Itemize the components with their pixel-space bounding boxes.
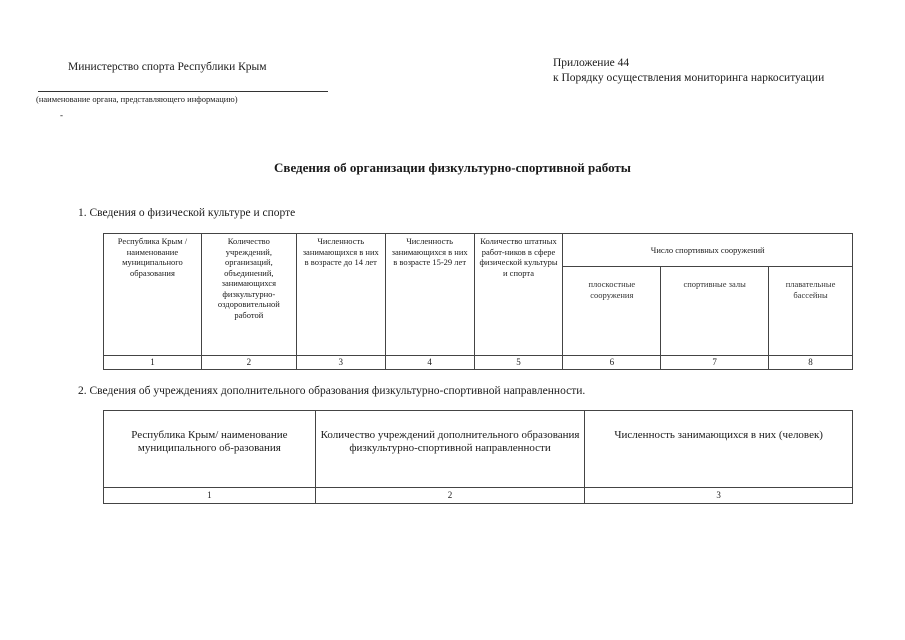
- col-group-header-facilities: Число спортивных сооружений: [563, 234, 853, 267]
- number-row: [104, 488, 853, 504]
- section2-heading: 2. Сведения об учреждениях дополнительного образования физкультурно-спортивной направленности.: [78, 385, 586, 397]
- dash-mark: -: [60, 110, 63, 120]
- col-number: 8: [769, 356, 853, 370]
- appendix-number: Приложение 44: [553, 57, 630, 69]
- col-header-staff-count: Количество штатных работ-ников в сфере физической культуры и спорта: [474, 234, 563, 356]
- organization-underline: [38, 91, 328, 92]
- col-number: 4: [385, 356, 474, 370]
- col-number: 6: [563, 356, 661, 370]
- col-header-15-29: Численность занимающихся в них в возрасте 15-29 лет: [385, 234, 474, 356]
- col-header-participants: Численность занимающихся в них (человек): [585, 411, 853, 488]
- education-table: [103, 410, 853, 504]
- organization-name: Министерство спорта Республики Крым: [68, 61, 267, 73]
- col-number: 1: [104, 488, 316, 504]
- col-header-municipality: Республика Крым/ наименование муниципального об-разования: [104, 411, 316, 488]
- col-number: 2: [201, 356, 296, 370]
- subcol-header-pools: плавательные бассейны: [769, 267, 853, 356]
- sports-table: [103, 233, 853, 370]
- col-number: 5: [474, 356, 563, 370]
- col-header-under-14: Численность занимающихся в них в возрасте до 14 лет: [296, 234, 385, 356]
- appendix-block: [553, 56, 824, 86]
- col-number: 2: [315, 488, 585, 504]
- organization-caption: (наименование органа, представляющего информацию): [36, 94, 238, 104]
- col-number: 1: [104, 356, 202, 370]
- col-number: 3: [585, 488, 853, 504]
- appendix-reference: к Порядку осуществления мониторинга наркоситуации: [553, 72, 825, 84]
- document-title: Сведения об организации физкультурно-спортивной работы: [274, 160, 631, 175]
- col-header-municipality: Республика Крым /наименование муниципального образования: [104, 234, 202, 356]
- col-number: 3: [296, 356, 385, 370]
- subcol-header-sports-halls: спортивные залы: [661, 267, 769, 356]
- col-number: 7: [661, 356, 769, 370]
- subcol-header-flat-facilities: плоскостные сооружения: [563, 267, 661, 356]
- number-row: [104, 356, 853, 370]
- section1-heading: 1. Сведения о физической культуре и спорте: [78, 207, 296, 219]
- col-header-institutions-count: Количество учреждений, организаций, объединений, занимающихся физкультурно-оздоровительной работой: [201, 234, 296, 356]
- col-header-education-institutions: Количество учреждений дополнительного образования физкультурно-спортивной направленности: [315, 411, 585, 488]
